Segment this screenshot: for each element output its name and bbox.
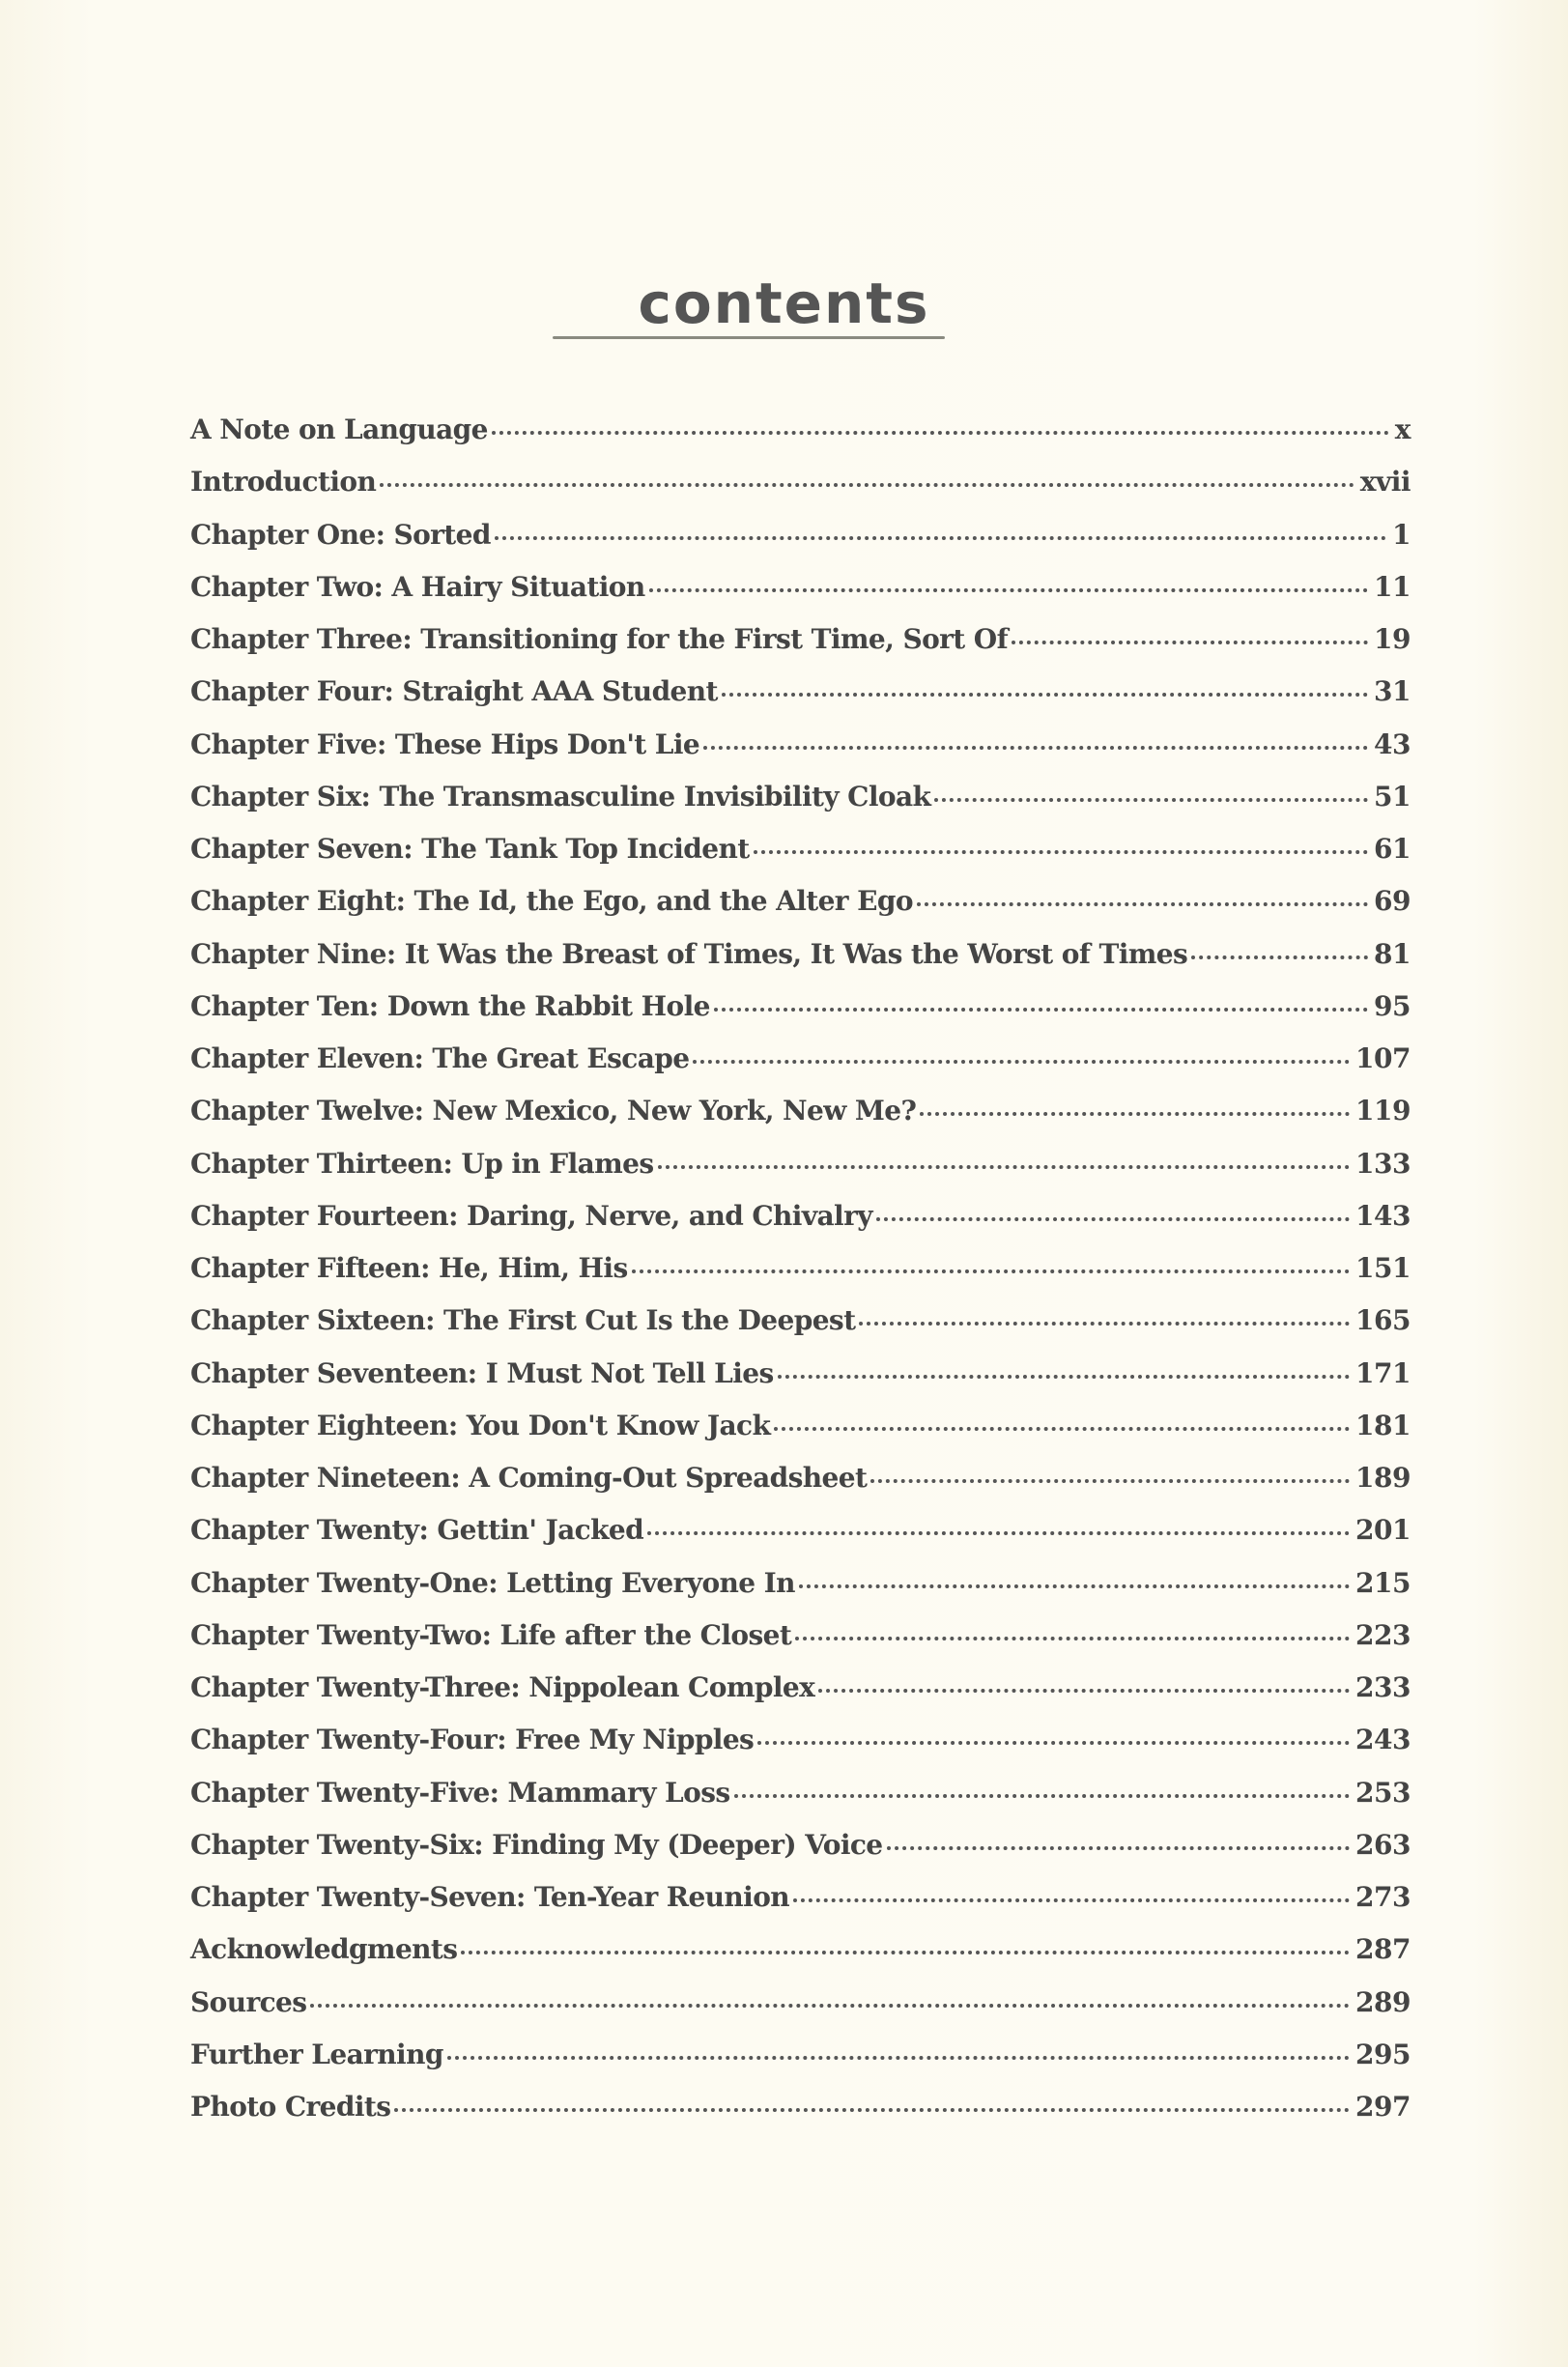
toc-entry-page-number: 31 [1374, 675, 1411, 708]
toc-entry-page-number: 273 [1355, 1881, 1411, 1913]
toc-entry-page-number: 151 [1355, 1252, 1411, 1284]
toc-entry-title: Chapter Nine: It Was the Breast of Times, It Was the Worst of Times [190, 937, 1188, 970]
dot-leader [714, 1008, 1368, 1012]
toc-entry-page-number: 181 [1355, 1409, 1411, 1441]
toc-entry[interactable] [190, 1095, 1411, 1147]
toc-entry-title: Chapter Eleven: The Great Escape [190, 1042, 690, 1074]
dot-leader [795, 1637, 1350, 1640]
toc-entry-title: Chapter Twenty-Two: Life after the Closet [190, 1618, 792, 1651]
toc-entry-title: Chapter Two: A Hairy Situation [190, 570, 645, 603]
toc-entry-title: Chapter Thirteen: Up in Flames [190, 1147, 654, 1180]
toc-entry-page-number: 11 [1374, 570, 1411, 603]
toc-entry-title: Chapter Twenty-Three: Nippolean Complex [190, 1671, 815, 1703]
toc-entry-title: Chapter Twenty-One: Letting Everyone In [190, 1566, 795, 1599]
toc-entry-page-number: 133 [1355, 1147, 1411, 1180]
toc-entry[interactable] [190, 1200, 1411, 1252]
toc-entry[interactable] [190, 1619, 1411, 1671]
toc-entry-page-number: 143 [1355, 1199, 1411, 1232]
dot-leader [818, 1689, 1350, 1693]
toc-entry-title: Chapter One: Sorted [190, 518, 491, 551]
dot-leader [1012, 641, 1368, 644]
toc-entry-title: Photo Credits [190, 2091, 391, 2123]
toc-entry[interactable] [190, 781, 1411, 833]
toc-entry-title: Chapter Twenty-Seven: Ten-Year Reunion [190, 1881, 790, 1913]
dot-leader [658, 1165, 1350, 1169]
toc-entry-page-number: 243 [1355, 1724, 1411, 1756]
toc-entry[interactable] [190, 1777, 1411, 1829]
dot-leader [492, 431, 1389, 435]
dot-leader [703, 746, 1368, 750]
toc-entry[interactable] [190, 938, 1411, 990]
toc-entry[interactable] [190, 728, 1411, 781]
dot-leader [693, 1060, 1350, 1064]
toc-entry[interactable] [190, 1881, 1411, 1933]
toc-entry-title: Chapter Fifteen: He, Him, His [190, 1252, 628, 1284]
toc-entry-page-number: 69 [1374, 885, 1411, 918]
toc-entry-page-number: 201 [1355, 1514, 1411, 1547]
dot-leader [461, 1951, 1350, 1954]
dot-leader [778, 1375, 1350, 1379]
toc-entry[interactable] [190, 1933, 1411, 1985]
dot-leader [754, 850, 1368, 854]
toc-entry-page-number: 233 [1355, 1671, 1411, 1703]
toc-entry[interactable] [190, 2091, 1411, 2143]
toc-entry[interactable] [190, 2039, 1411, 2091]
dot-leader [917, 902, 1368, 906]
toc-entry-page-number: 189 [1355, 1462, 1411, 1494]
dot-leader [495, 536, 1386, 540]
toc-entry-title: Chapter Four: Straight AAA Student [190, 675, 718, 708]
toc-entry-page-number: 43 [1374, 727, 1411, 760]
toc-entry-page-number: 1 [1392, 518, 1411, 551]
toc-entry-page-number: 19 [1374, 623, 1411, 655]
dot-leader [632, 1269, 1350, 1273]
toc-entry-title: Chapter Twenty-Four: Free My Nipples [190, 1724, 755, 1756]
toc-entry-title: Acknowledgments [190, 1933, 458, 1966]
toc-entry-page-number: 253 [1355, 1776, 1411, 1809]
toc-entry[interactable] [190, 1671, 1411, 1724]
toc-entry-title: Chapter Seventeen: I Must Not Tell Lies [190, 1356, 774, 1389]
dot-leader [447, 2056, 1350, 2060]
dot-leader [1191, 955, 1368, 959]
toc-entry-title: Chapter Ten: Down the Rabbit Hole [190, 989, 710, 1022]
dot-leader [734, 1794, 1350, 1798]
toc-entry-title: Chapter Twenty-Five: Mammary Loss [190, 1776, 730, 1809]
toc-entry-title: Chapter Twenty: Gettin' Jacked [190, 1514, 644, 1547]
toc-entry[interactable] [190, 1357, 1411, 1410]
toc-entry-title: Chapter Seven: The Tank Top Incident [190, 833, 750, 865]
toc-entry-page-number: xvii [1359, 466, 1411, 499]
toc-entry[interactable] [190, 1462, 1411, 1514]
toc-entry-title: Chapter Twenty-Six: Finding My (Deeper) Voice [190, 1828, 883, 1861]
toc-entry[interactable] [190, 1567, 1411, 1619]
dot-leader [793, 1898, 1350, 1902]
toc-entry-page-number: 165 [1355, 1304, 1411, 1337]
toc-entry[interactable] [190, 571, 1411, 623]
toc-entry-page-number: x [1394, 414, 1411, 445]
toc-entry-title: Chapter Three: Transitioning for the First Time, Sort Of [190, 623, 1009, 655]
dot-leader [799, 1584, 1350, 1588]
dot-leader [920, 1112, 1350, 1116]
toc-entry[interactable] [190, 1042, 1411, 1095]
dot-leader [876, 1217, 1350, 1221]
toc-entry[interactable] [190, 1410, 1411, 1462]
toc-entry-page-number: 51 [1374, 780, 1411, 813]
toc-entry-page-number: 95 [1374, 989, 1411, 1022]
toc-entry[interactable] [190, 466, 1411, 518]
toc-entry-page-number: 81 [1374, 937, 1411, 970]
toc-entry-page-number: 263 [1355, 1828, 1411, 1861]
dot-leader [934, 798, 1368, 802]
dot-leader [310, 2004, 1350, 2008]
toc-entry-title: Sources [190, 1985, 307, 2018]
toc-entry[interactable] [190, 1252, 1411, 1304]
dot-leader [722, 693, 1368, 697]
toc-entry-page-number: 223 [1355, 1618, 1411, 1651]
table-of-contents [190, 414, 1411, 2143]
toc-entry-page-number: 107 [1355, 1042, 1411, 1074]
toc-entry-page-number: 171 [1355, 1356, 1411, 1389]
toc-entry-title: A Note on Language [190, 414, 488, 445]
toc-entry-title: Chapter Sixteen: The First Cut Is the Deepest [190, 1304, 856, 1337]
toc-entry[interactable] [190, 1829, 1411, 1881]
toc-entry-page-number: 61 [1374, 833, 1411, 865]
toc-entry-title: Introduction [190, 466, 377, 499]
toc-entry-title: Chapter Six: The Transmasculine Invisibility Cloak [190, 780, 931, 813]
toc-entry-title: Further Learning [190, 2038, 443, 2070]
dot-leader [757, 1741, 1350, 1745]
toc-entry[interactable] [190, 1986, 1411, 2039]
toc-entry-title: Chapter Five: These Hips Don't Lie [190, 727, 700, 760]
dot-leader [774, 1427, 1350, 1431]
toc-entry[interactable] [190, 675, 1411, 727]
toc-entry-page-number: 119 [1355, 1095, 1411, 1127]
toc-entry-page-number: 289 [1355, 1985, 1411, 2018]
dot-leader [649, 588, 1368, 592]
toc-entry-title: Chapter Eighteen: You Don't Know Jack [190, 1409, 771, 1441]
toc-entry[interactable] [190, 1148, 1411, 1200]
toc-entry-title: Chapter Eight: The Id, the Ego, and the Alter Ego [190, 885, 913, 918]
toc-entry[interactable] [190, 414, 1411, 466]
dot-leader [870, 1479, 1350, 1483]
toc-entry[interactable] [190, 1304, 1411, 1356]
toc-entry-page-number: 287 [1355, 1933, 1411, 1966]
toc-entry[interactable] [190, 519, 1411, 571]
toc-entry-title: Chapter Twelve: New Mexico, New York, New Me? [190, 1095, 917, 1127]
toc-entry-page-number: 215 [1355, 1566, 1411, 1599]
toc-entry-title: Chapter Nineteen: A Coming-Out Spreadsheet [190, 1462, 868, 1494]
dot-leader [887, 1846, 1351, 1850]
toc-entry[interactable] [190, 990, 1411, 1042]
dot-leader [380, 483, 1354, 487]
toc-entry-page-number: 297 [1355, 2091, 1411, 2123]
toc-entry-title: Chapter Fourteen: Daring, Nerve, and Chivalry [190, 1199, 872, 1232]
toc-entry[interactable] [190, 1724, 1411, 1776]
dot-leader [394, 2108, 1350, 2112]
dot-leader [859, 1322, 1350, 1326]
toc-entry[interactable] [190, 1514, 1411, 1566]
dot-leader [647, 1531, 1350, 1535]
toc-entry[interactable] [190, 885, 1411, 937]
page-title: contents [638, 270, 930, 336]
toc-entry[interactable] [190, 623, 1411, 675]
toc-entry-page-number: 295 [1355, 2038, 1411, 2070]
title-underline-divider [553, 336, 945, 339]
toc-entry[interactable] [190, 833, 1411, 885]
